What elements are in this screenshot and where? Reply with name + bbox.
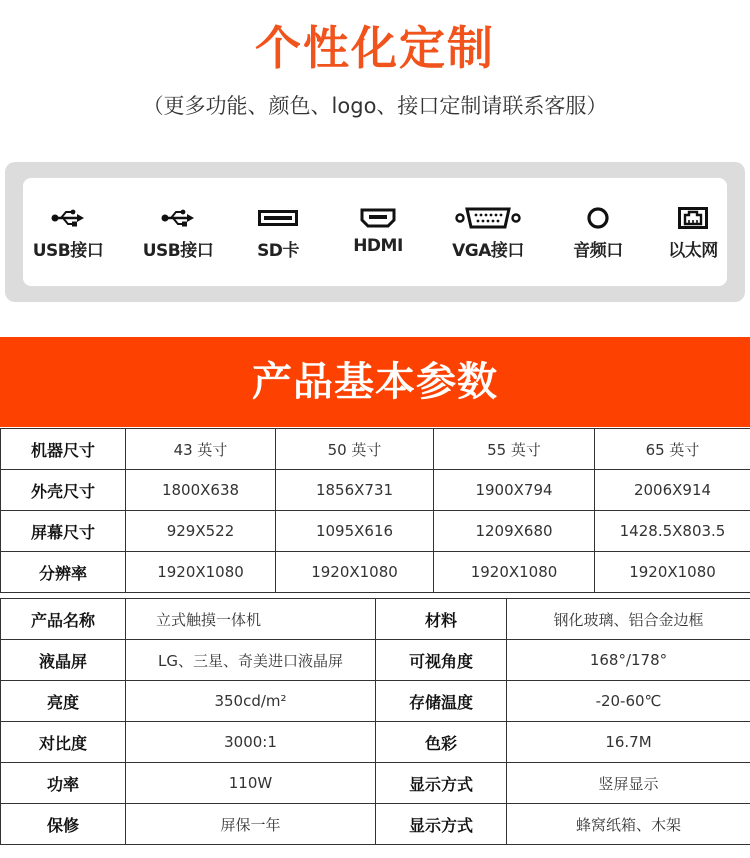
- port-label: 以太网: [668, 241, 718, 261]
- table-cell: 1095X616: [276, 511, 434, 552]
- row-label: 色彩: [376, 722, 507, 763]
- row-label: 液晶屏: [1, 640, 126, 681]
- table-cell: 50 英寸: [276, 429, 434, 470]
- table-row: [1, 429, 750, 470]
- port-label: HDMI: [353, 236, 403, 256]
- table-row: [1, 640, 750, 681]
- row-label: 保修: [1, 804, 126, 845]
- row-label: 可视角度: [376, 640, 507, 681]
- usb-icon: [161, 208, 195, 228]
- table-row: [1, 804, 750, 845]
- table-cell: 钢化玻璃、铝合金边框: [507, 599, 750, 640]
- table-cell: 55 英寸: [434, 429, 595, 470]
- table-cell: LG、三星、奇美进口液晶屏: [126, 640, 376, 681]
- table-row: [1, 552, 750, 593]
- table-cell: 1800X638: [126, 470, 276, 511]
- table-cell: 168°/178°: [507, 640, 750, 681]
- table-cell: 1900X794: [434, 470, 595, 511]
- table-cell: 350cd/m²: [126, 681, 376, 722]
- table-cell: -20-60℃: [507, 681, 750, 722]
- port-label: SD卡: [257, 241, 299, 261]
- row-label: 外壳尺寸: [1, 470, 126, 511]
- row-label: 机器尺寸: [1, 429, 126, 470]
- table-cell: 929X522: [126, 511, 276, 552]
- table-cell: 1209X680: [434, 511, 595, 552]
- port-label: VGA接口: [452, 241, 524, 261]
- ports-panel-inner: [23, 178, 727, 286]
- size-spec-table: [0, 428, 750, 593]
- row-label: 对比度: [1, 722, 126, 763]
- table-cell: 1920X1080: [595, 552, 750, 593]
- table-cell: 1856X731: [276, 470, 434, 511]
- table-cell: 1920X1080: [126, 552, 276, 593]
- hdmi-icon: [360, 208, 396, 228]
- port-sd: [228, 204, 328, 261]
- table-cell: 屏保一年: [126, 804, 376, 845]
- row-label: 存储温度: [376, 681, 507, 722]
- usb-icon: [51, 208, 85, 228]
- table-cell: 110W: [126, 763, 376, 804]
- port-hdmi: [328, 204, 428, 256]
- port-usb-2: [128, 204, 228, 261]
- ethernet-icon: [678, 207, 708, 229]
- port-usb-1: [18, 204, 118, 261]
- table-cell: 竖屏显示: [507, 763, 750, 804]
- general-spec-table: [0, 598, 750, 845]
- port-label: 音频口: [573, 241, 623, 261]
- table-cell: 1920X1080: [276, 552, 434, 593]
- table-cell: 1428.5X803.5: [595, 511, 750, 552]
- port-label: USB接口: [142, 241, 214, 261]
- ports-panel: [5, 162, 745, 302]
- table-cell: 蜂窝纸箱、木架: [507, 804, 750, 845]
- table-cell: 2006X914: [595, 470, 750, 511]
- row-label: 材料: [376, 599, 507, 640]
- table-row: [1, 470, 750, 511]
- row-label: 显示方式: [376, 763, 507, 804]
- sd-card-icon: [258, 210, 298, 226]
- table-row: [1, 511, 750, 552]
- table-cell: 3000:1: [126, 722, 376, 763]
- port-vga: [438, 204, 538, 261]
- page-subtitle: （更多功能、颜色、logo、接口定制请联系客服）: [142, 94, 608, 118]
- port-label: USB接口: [32, 241, 104, 261]
- table-cell: 1920X1080: [434, 552, 595, 593]
- page-title: 个性化定制: [255, 21, 495, 75]
- port-ethernet: [643, 204, 743, 261]
- row-label: 产品名称: [1, 599, 126, 640]
- row-label: 显示方式: [376, 804, 507, 845]
- row-label: 功率: [1, 763, 126, 804]
- row-label: 屏幕尺寸: [1, 511, 126, 552]
- table-cell: 立式触摸一体机: [126, 599, 376, 640]
- table-cell: 16.7M: [507, 722, 750, 763]
- table-row: [1, 681, 750, 722]
- port-audio: [548, 204, 648, 261]
- spec-banner: 产品基本参数: [0, 337, 750, 427]
- table-cell: 65 英寸: [595, 429, 750, 470]
- table-cell: 43 英寸: [126, 429, 276, 470]
- table-row: [1, 599, 750, 640]
- vga-icon: [455, 207, 521, 229]
- audio-jack-icon: [586, 206, 610, 230]
- table-row: [1, 722, 750, 763]
- row-label: 亮度: [1, 681, 126, 722]
- row-label: 分辨率: [1, 552, 126, 593]
- table-row: [1, 763, 750, 804]
